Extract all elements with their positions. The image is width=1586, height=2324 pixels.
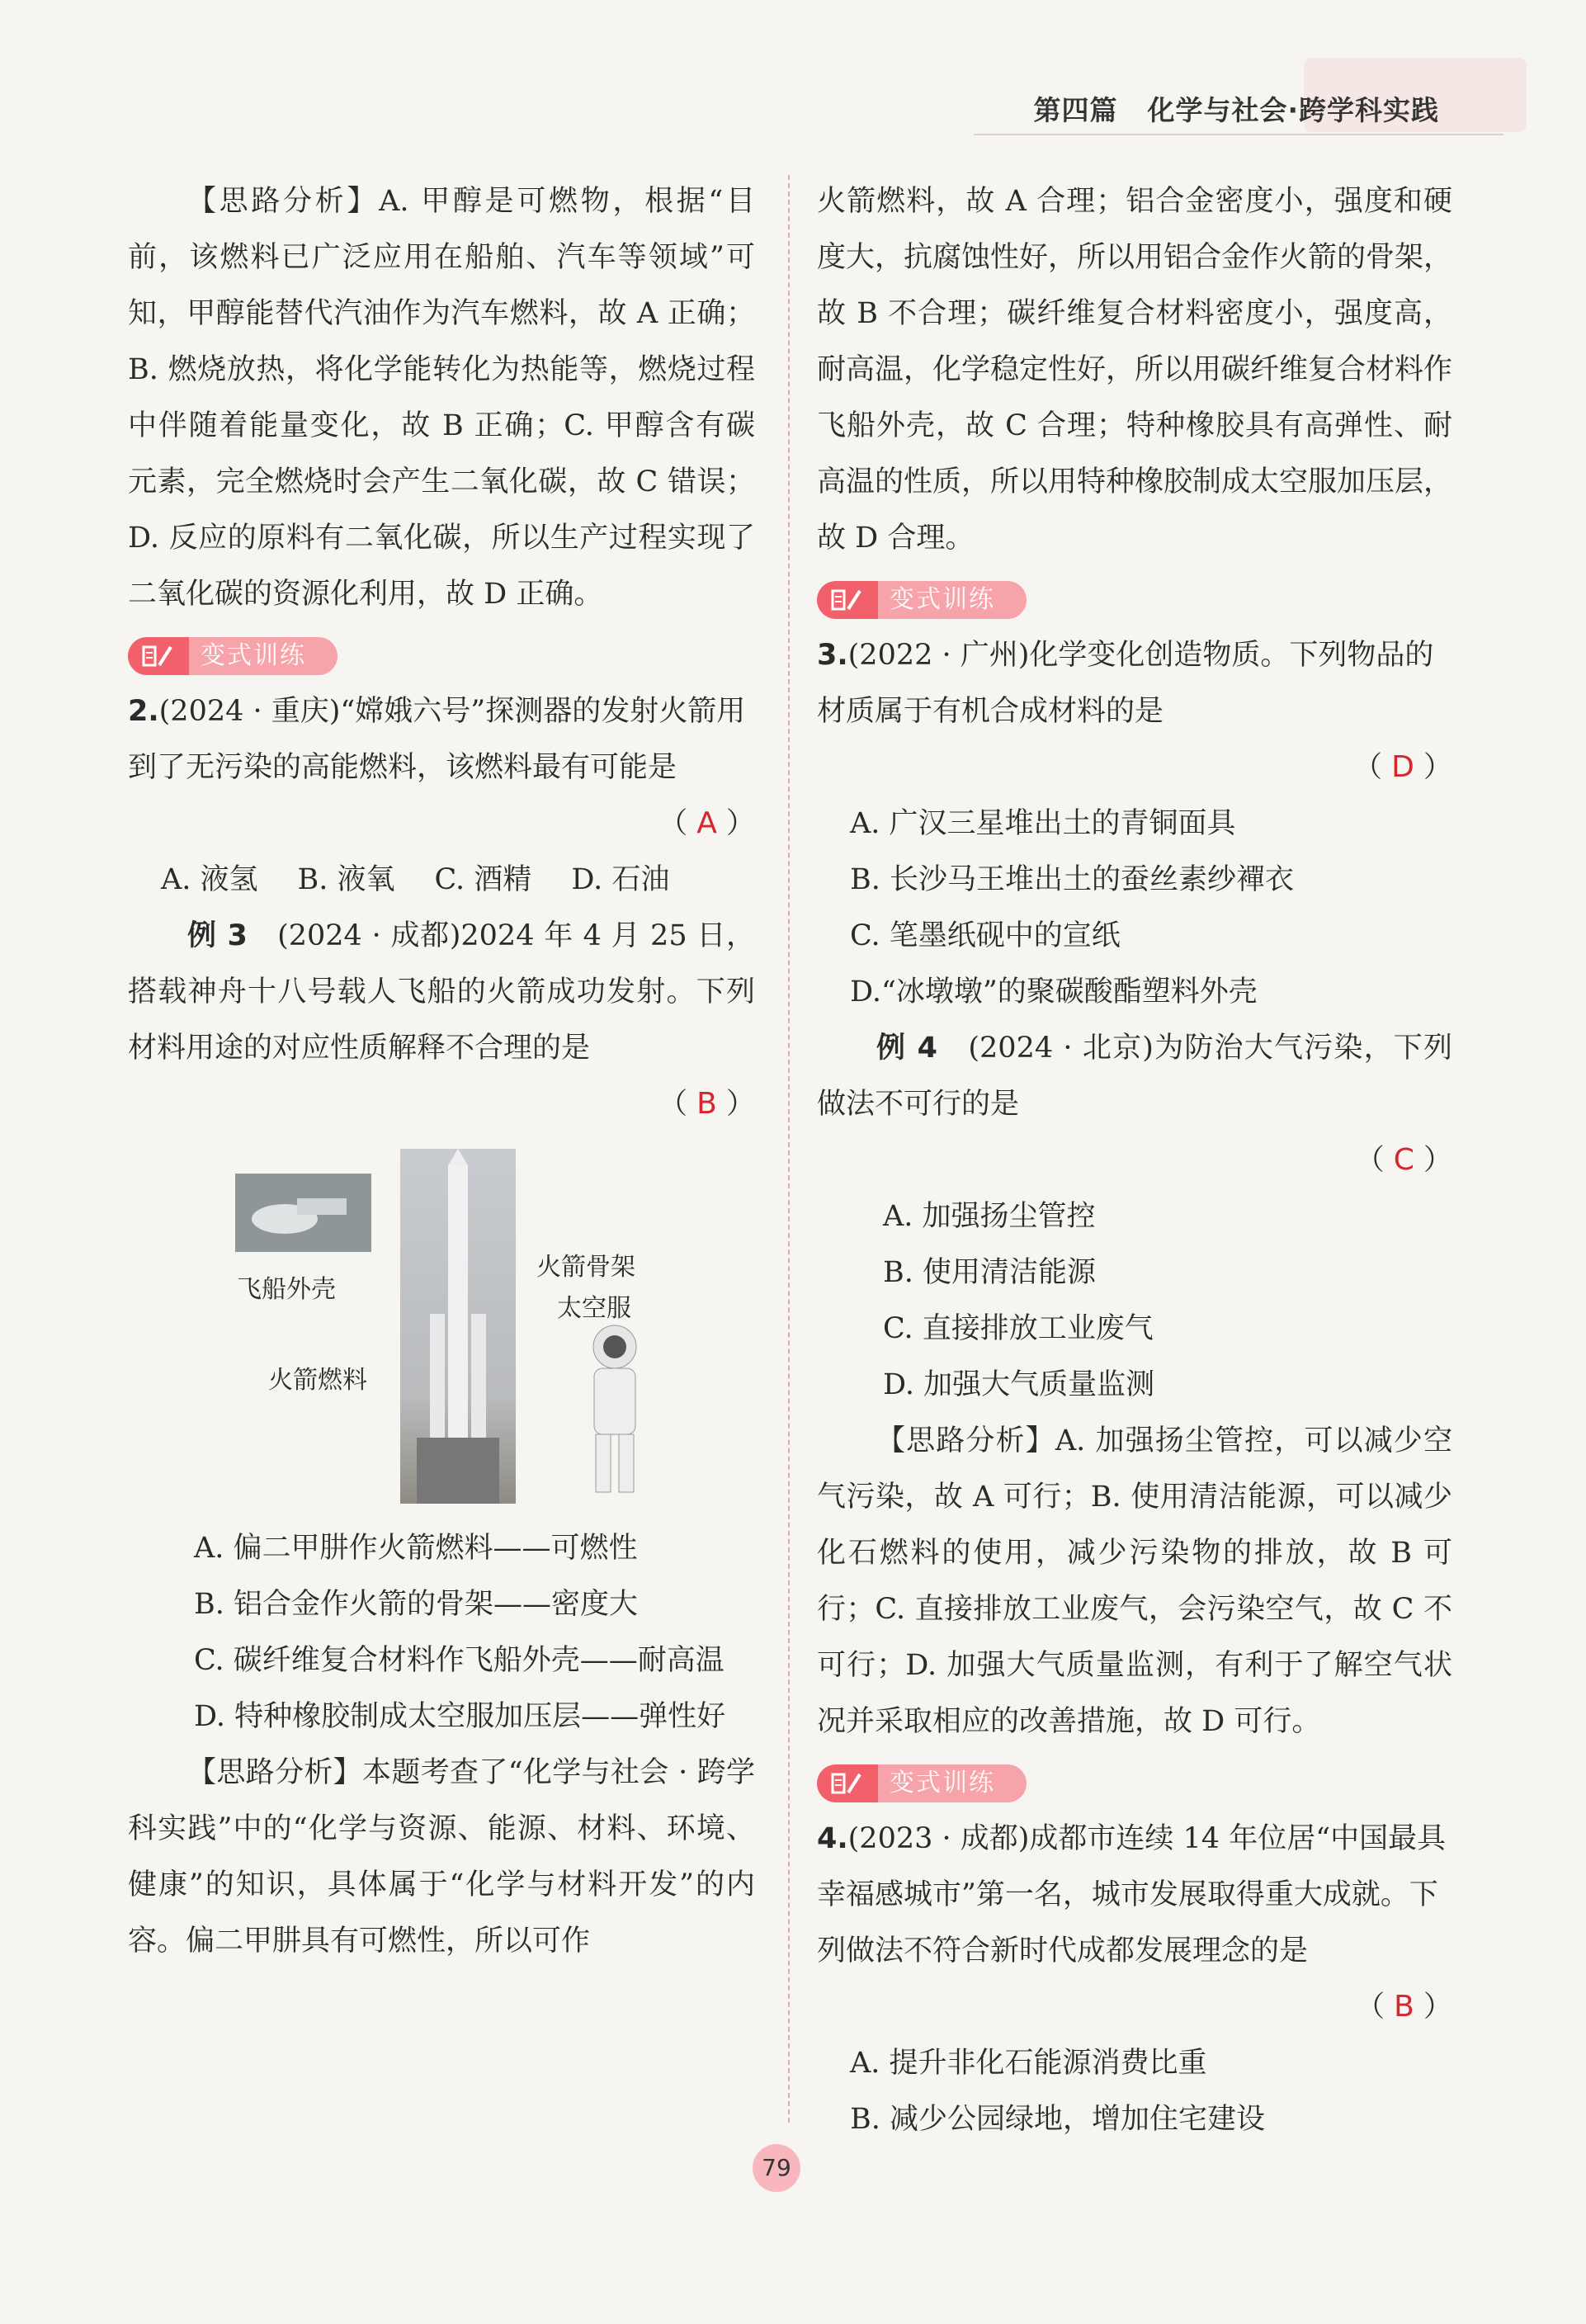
analysis-paragraph-3-continued: 火箭燃料，故 A 合理；铝合金密度小，强度和硬度大，抗腐蚀性好，所以用铝合金作火箭的骨架，故 B 不合理；碳纤维复合材料密度小，强度高，耐高温，化学稳定性好，所以用碳纤维复合材料作飞船外壳，故 C 合理；特种橡胶具有高弹性、耐高温的性质，所以用特种橡胶制成太空服加压层，故 D 合理。 <box>817 185 1453 555</box>
answer-line: （ A ） <box>658 806 755 840</box>
book-pen-icon <box>817 581 878 619</box>
question-number: 2. <box>128 695 159 728</box>
answer-mark: B <box>696 1087 717 1121</box>
ex3-option-a: A. 偏二甲肼作火箭燃料——可燃性 <box>194 1532 638 1565</box>
spacecraft-shell-photo <box>235 1174 371 1252</box>
ex4-option-c: C. 直接排放工业废气 <box>883 1312 1154 1345</box>
analysis-paragraph-4: 【思路分析】A. 加强扬尘管控，可以减少空气污染，故 A 可行；B. 使用清洁能源，可以减少化石燃料的使用，减少污染物的排放，故 B 可行；C. 直接排放工业废气，会污染空气，故 C 不可行；D. 加强大气质量监测，有利于了解空气状况并采取相应的改善措施，故 D 可行。 <box>817 1424 1452 1738</box>
question-number: 4. <box>817 1822 848 1855</box>
answer-line: （ C ） <box>1355 1143 1452 1177</box>
analysis-paragraph-3: 【思路分析】本题考查了“化学与社会 · 跨学科实践”中的“化学与资源、能源、材料、环境、健康”的知识，具体属于“化学与材料开发”的内容。偏二甲肼具有可燃性，所以可作 <box>128 1756 755 1958</box>
answer-mark: C <box>1393 1143 1414 1177</box>
header-section: 第四篇 <box>1033 94 1118 126</box>
example-3 <box>128 908 755 1076</box>
question-stem: (2023 · 成都)成都市连续 14 年位居“中国最具幸福感城市”第一名，城市发展取得重大成就。下列做法不符合新时代成都发展理念的是 <box>817 1822 1447 1967</box>
right-column <box>817 173 1452 2147</box>
badge-label: 变式训练 <box>878 581 1027 619</box>
ex3-option-d: D. 特种橡胶制成太空服加压层——弹性好 <box>194 1700 726 1733</box>
page-number: 79 <box>753 2144 800 2192</box>
variation-badge <box>817 581 1027 619</box>
answer-line: （ D ） <box>1352 750 1452 784</box>
ex3-option-b: B. 铝合金作火箭的骨架——密度大 <box>194 1588 638 1621</box>
rocket-photo <box>400 1149 516 1504</box>
option-d: D. 石油 <box>571 863 670 896</box>
analysis-paragraph-1: 【思路分析】A. 甲醇是可燃物，根据“目前，该燃料已广泛应用在船舶、汽车等领域”可知，甲醇能替代汽油作为汽车燃料，故 A 正确；B. 燃烧放热，将化学能转化为热能等，燃烧过程中伴随着能量变化，故 B 正确；C. 甲醇含有碳元素，完全燃烧时会产生二氧化碳，故 C 错误；D. 反应的原料有二氧化碳，所以生产过程实现了二氧化碳的资源化利用，故 D 正确。 <box>128 185 755 611</box>
answer-mark: B <box>1394 1990 1414 2024</box>
answer-mark: D <box>1391 750 1414 784</box>
ex4-option-b: B. 使用清洁能源 <box>883 1256 1096 1289</box>
question-number: 3. <box>817 639 848 672</box>
example-label: 例 4 <box>876 1032 937 1065</box>
question-2 <box>128 683 755 852</box>
option-a: A. 液氢 <box>161 863 258 896</box>
question-stem: (2022 · 广州)化学变化创造物质。下列物品的材质属于有机合成材料的是 <box>817 639 1434 728</box>
badge-label: 变式训练 <box>189 637 337 675</box>
answer-line: （ B ） <box>658 1087 755 1121</box>
book-pen-icon <box>128 637 189 675</box>
q4-option-b: B. 减少公园绿地，增加住宅建设 <box>850 2103 1265 2136</box>
header-title: 化学与社会·跨学科实践 <box>1147 94 1439 126</box>
example-stem: (2024 · 北京)为防治大气污染，下列做法不可行的是 <box>817 1032 1452 1121</box>
question-stem: (2024 · 重庆)“嫦娥六号”探测器的发射火箭用到了无污染的高能燃料，该燃料最有可能是 <box>128 695 746 784</box>
q3-option-b: B. 长沙马王堆出土的蚕丝素纱襌衣 <box>850 863 1294 896</box>
q3-option-a: A. 广汉三星堆出土的青铜面具 <box>850 807 1236 840</box>
ex4-option-d: D. 加强大气质量监测 <box>883 1368 1155 1401</box>
rocket-figure <box>128 1149 755 1512</box>
q2-options <box>128 852 755 908</box>
q4-option-a: A. 提升非化石能源消费比重 <box>850 2047 1207 2080</box>
left-column <box>128 173 755 1969</box>
option-c: C. 酒精 <box>434 863 532 896</box>
question-3 <box>817 627 1452 796</box>
q3-option-c: C. 笔墨纸砚中的宣纸 <box>850 919 1121 952</box>
variation-badge <box>128 637 337 675</box>
book-pen-icon <box>817 1764 878 1802</box>
question-4 <box>817 1811 1452 2035</box>
label-fuel: 火箭燃料 <box>268 1366 367 1395</box>
badge-label: 变式训练 <box>878 1764 1027 1802</box>
option-b: B. 液氧 <box>297 863 395 896</box>
example-stem: (2024 · 成都)2024 年 4 月 25 日，搭载神舟十八号载人飞船的火箭成功发射。下列材料用途的对应性质解释不合理的是 <box>128 919 755 1065</box>
q3-option-d: D.“冰墩墩”的聚碳酸酯塑料外壳 <box>850 975 1258 1008</box>
answer-mark: A <box>696 806 717 840</box>
column-divider <box>788 175 790 2123</box>
answer-line: （ B ） <box>1356 1990 1452 2024</box>
header-rule <box>974 134 1503 135</box>
example-label: 例 3 <box>187 919 248 952</box>
label-frame: 火箭骨架 <box>536 1253 635 1282</box>
ex3-option-c: C. 碳纤维复合材料作飞船外壳——耐高温 <box>194 1644 725 1677</box>
label-shell: 飞船外壳 <box>237 1275 336 1304</box>
page-header <box>1033 89 1439 128</box>
ex4-option-a: A. 加强扬尘管控 <box>883 1200 1096 1233</box>
variation-badge <box>817 1764 1027 1802</box>
astronaut-photo <box>578 1314 652 1495</box>
example-4 <box>817 1020 1452 1132</box>
label-suit: 太空服 <box>557 1294 631 1323</box>
